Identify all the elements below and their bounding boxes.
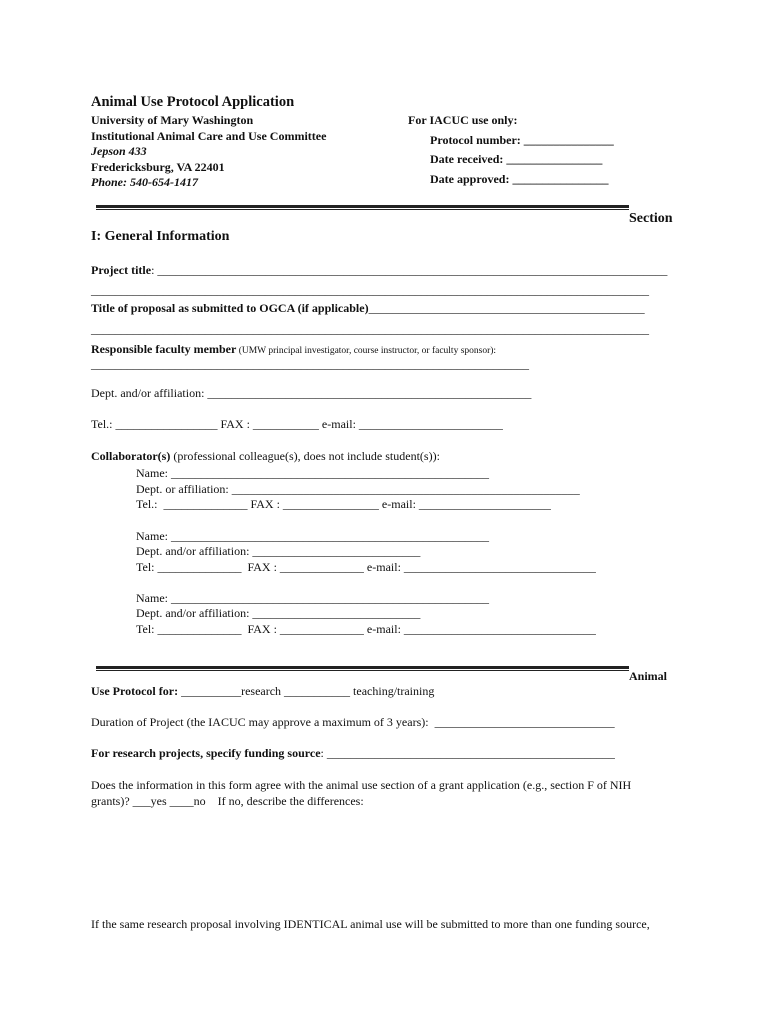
faculty-name-field[interactable]: _________________________________________________________________________ xyxy=(91,357,529,371)
org-room: Jepson 433 xyxy=(91,144,147,158)
org-university: University of Mary Washington xyxy=(91,113,254,127)
section-word-2: Animal xyxy=(629,669,668,683)
faculty-label: Responsible faculty member xyxy=(91,342,237,356)
use-protocol-options[interactable]: __________research ___________ teaching/training xyxy=(178,684,435,698)
iacuc-heading: For IACUC use only: xyxy=(408,113,518,127)
collaborator-3-name-field[interactable]: Name: _____________________________________________________ xyxy=(136,591,489,605)
duration-field[interactable]: Duration of Project (the IACUC may approve a maximum of 3 years): ______________________________ xyxy=(91,715,615,729)
org-phone: Phone: 540-654-1417 xyxy=(91,175,198,189)
ogca-label: Title of proposal as submitted to OGCA (if applicable) xyxy=(91,301,369,315)
section-title: I: General Information xyxy=(91,229,230,244)
section-word: Section xyxy=(629,211,673,226)
project-title-label: Project title xyxy=(91,263,152,277)
collaborators-label-row xyxy=(91,449,440,464)
same-proposal-text: If the same research proposal involving IDENTICAL animal use will be submitted to more than one funding source, xyxy=(91,917,650,931)
section-divider xyxy=(96,205,629,210)
page-title: Animal Use Protocol Application xyxy=(91,94,295,110)
collaborator-1-name-field[interactable]: Name: _____________________________________________________ xyxy=(136,466,489,480)
org-city: Fredericksburg, VA 22401 xyxy=(91,160,225,174)
grant-agreement-question: Does the information in this form agree with the animal use section of a grant application (e.g., section F of NIH xyxy=(91,778,632,792)
project-title-line[interactable]: _____________________________________________________________________________________________ xyxy=(91,283,649,297)
collaborator-3-contact-field[interactable]: Tel: ______________ FAX : ______________ e-mail: ________________________________ xyxy=(136,622,596,636)
collaborator-3-dept-field[interactable]: Dept. and/or affiliation: ____________________________ xyxy=(136,606,421,620)
funding-source-field[interactable]: For research projects, specify funding source: ________________________________________________ xyxy=(91,746,615,760)
section-divider-2 xyxy=(96,666,629,671)
use-protocol-row[interactable] xyxy=(91,684,434,699)
grant-agreement-answer[interactable]: grants)? ___yes ____no If no, describe the differences: xyxy=(91,794,364,808)
collaborator-1-contact-field[interactable]: Tel.: ______________ FAX : ________________ e-mail: ______________________ xyxy=(136,497,551,511)
collaborator-2-contact-field[interactable]: Tel: ______________ FAX : ______________ e-mail: ________________________________ xyxy=(136,560,596,574)
date-approved-field[interactable]: Date approved: ________________ xyxy=(430,172,609,186)
collaborator-2-dept-field[interactable]: Dept. and/or affiliation: ____________________________ xyxy=(136,544,421,558)
date-received-field[interactable]: Date received: ________________ xyxy=(430,152,603,166)
ogca-title-field[interactable]: Title of proposal as submitted to OGCA (if applicable)______________________________________________ xyxy=(91,301,645,315)
collaborators-note: (professional colleague(s), does not include student(s)): xyxy=(170,449,440,463)
org-committee: Institutional Animal Care and Use Committee xyxy=(91,129,327,143)
faculty-label-row xyxy=(91,340,496,358)
collaborator-2-name-field[interactable]: Name: _____________________________________________________ xyxy=(136,529,489,543)
collaborators-label: Collaborator(s) xyxy=(91,449,171,463)
faculty-note: (UMW principal investigator, course instructor, or faculty sponsor): xyxy=(236,346,497,356)
project-title-field[interactable]: Project title: _____________________________________________________________________________________ xyxy=(91,263,668,277)
dept-affiliation-field[interactable]: Dept. and/or affiliation: ______________________________________________________ xyxy=(91,386,532,400)
funding-label: For research projects, specify funding source xyxy=(91,746,321,760)
ogca-title-line[interactable]: _____________________________________________________________________________________________ xyxy=(91,322,649,336)
contact-field[interactable]: Tel.: _________________ FAX : ___________ e-mail: ________________________ xyxy=(91,417,503,431)
use-protocol-label: Use Protocol for: xyxy=(91,684,179,698)
protocol-number-field[interactable]: Protocol number: _______________ xyxy=(430,133,614,147)
collaborator-1-dept-field[interactable]: Dept. or affiliation: __________________________________________________________ xyxy=(136,482,580,496)
